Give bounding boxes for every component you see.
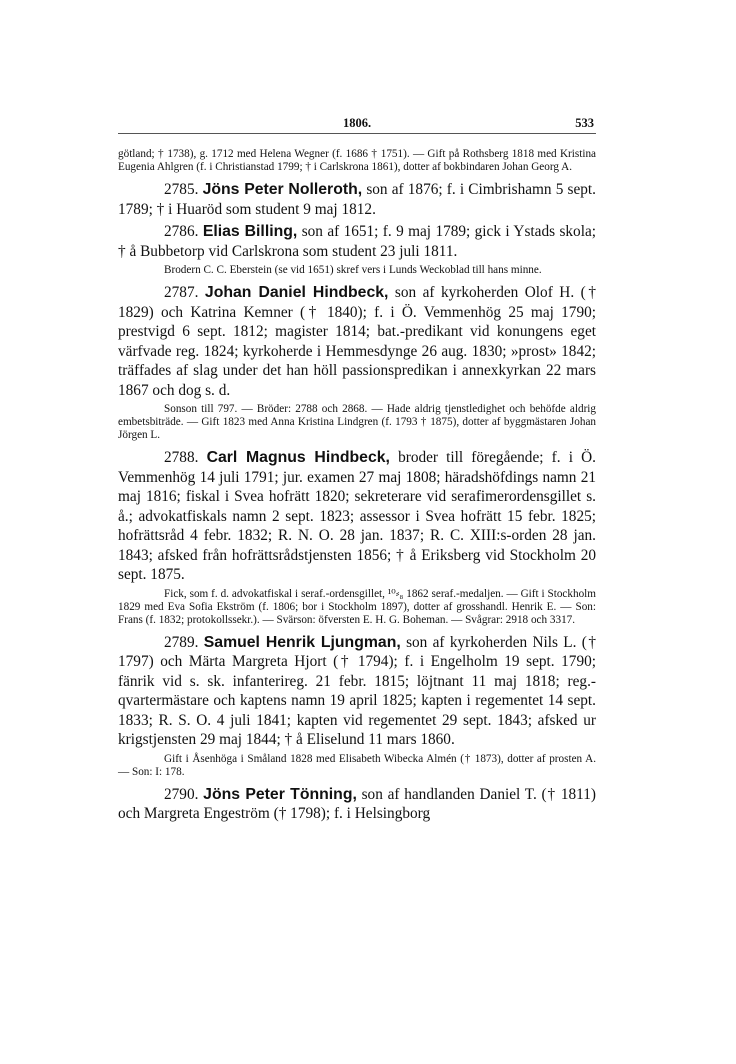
entry-number: 2786. (164, 223, 199, 240)
entry-text: son af handlanden Daniel T. († 1811) och Margreta Engeström († 1798); f. i Helsingborg (118, 785, 596, 822)
entry-number: 2787. (164, 284, 199, 301)
entry-text: son af 1651; f. 9 maj 1789; gick i Ystads skola; † å Bubbetorp vid Carlskrona som student 23 juli 1811. (118, 223, 596, 260)
entry-note: Gift i Åsenhöga i Småland 1828 med Elisabeth Wibecka Almén († 1873), dotter af prosten A. — Son: I: 178. (118, 752, 596, 778)
entry-number: 2788. (164, 449, 199, 466)
entry-note: Brodern C. C. Eberstein (se vid 1651) skref vers i Lunds Weckoblad till hans minne. (164, 264, 542, 276)
entry-text: son af kyrkoherden Nils L. († 1797) och Märta Margreta Hjort († 1794); f. i Engelholm 19 sept. 1790; fänrik vid s. sk. infanterireg. 21 febr. 1815; löjtnant 11 maj 1818; reg.-qvartermästare och kaptens namn 19 april 1825; kapten i regementet 14 sept. 1833; R. S. O. 4 juli 1841; kapten vid regementet 29 sept. 1843; afsked ur krigstjensten 29 maj 1844; † å Eliselund 11 mars 1860. (118, 633, 596, 748)
entry-name: Carl Magnus Hindbeck, (206, 449, 390, 466)
page-header (118, 116, 596, 134)
entry-name: Elias Billing, (202, 223, 298, 240)
entry-2786 (118, 222, 596, 261)
entry-2789 (118, 633, 596, 750)
book-page (118, 116, 596, 827)
page-number: 533 (575, 116, 594, 130)
entry-text: broder till föregående; f. i Ö. Vemmenhög 14 juli 1791; jur. examen 27 maj 1808; häradshöfdings namn 21 maj 1816; fiskal i Svea hofrätt 1820; sekreterare vid serafimerordensgillet s. å.; advokatfiskals namn 2 sept. 1823; assessor i Svea hofrätt 15 febr. 1825; hofrättsråd 4 febr. 1832; R. N. O. 28 jan. 1837; R. C. XIII:s-orden 28 jan. 1843; afsked från hofrättsrådstjensten 1856; † å Eriksberg vid Stockholm 20 sept. 1875. (118, 449, 596, 583)
entry-text: son af kyrkoherden Olof H. († 1829) och Katrina Kemner († 1840); f. i Ö. Vemmenhög 25 maj 1790; prestvigd 6 sept. 1812; magister 1814; bat.-predikant vid konungens eget värfvade reg. 1824; kyrkoherde i Hemmesdynge 26 aug. 1830; »prost» 1842; träffades af slag under det han höll passionspredikan i annexkyrkan 22 mars 1867 och dog s. d. (118, 284, 597, 399)
entry-name: Samuel Henrik Ljungman, (203, 633, 401, 651)
entry-name: Johan Daniel Hindbeck, (204, 284, 389, 301)
entry-2787 (118, 283, 596, 400)
entry-number: 2785. (164, 181, 199, 198)
entry-2788 (118, 448, 596, 585)
entry-name: Jöns Peter Nolleroth, (202, 181, 363, 198)
entry-note: Sonson till 797. — Bröder: 2788 och 2868. — Hade aldrig tjenstledighet och behöfde aldrig embetsbiträde. — Gift 1823 med Anna Kristina Lindgren (f. 1793 † 1875), dotter af byggmästaren Johan Jörgen L. (118, 403, 596, 441)
intro-note: götland; † 1738), g. 1712 med Helena Wegner (f. 1686 † 1751). — Gift på Rothsberg 1818 med Kristina Eugenia Ahlgren (f. i Christianstad 1799; † i Carlskrona 1861), dotter af bokbindaren Johan Georg A. (118, 148, 596, 173)
header-year: 1806. (343, 116, 372, 130)
entry-2790 (118, 785, 596, 824)
entry-number: 2790. (164, 785, 199, 803)
entry-note: Fick, som f. d. advokatfiskal i seraf.-ordensgillet, ¹⁰⸗₈ 1862 seraf.-medaljen. — Gift i Stockholm 1829 med Eva Sofia Ekström (f. 1806; bor i Stockholm 1897), dotter af grosshandl. Henrik E. — Son: Frans (f. 1832; protokollssekr.). — Svärson: öfversten E. H. G. Boheman. — Svågrar: 2918 och 3317. (118, 587, 596, 626)
entry-text: son af 1876; f. i Cimbrishamn 5 sept. 1789; † i Huaröd som student 9 maj 1812. (118, 181, 597, 218)
entry-2785 (118, 180, 596, 219)
entry-number: 2789. (164, 633, 199, 651)
entry-name: Jöns Peter Tönning, (203, 785, 357, 803)
